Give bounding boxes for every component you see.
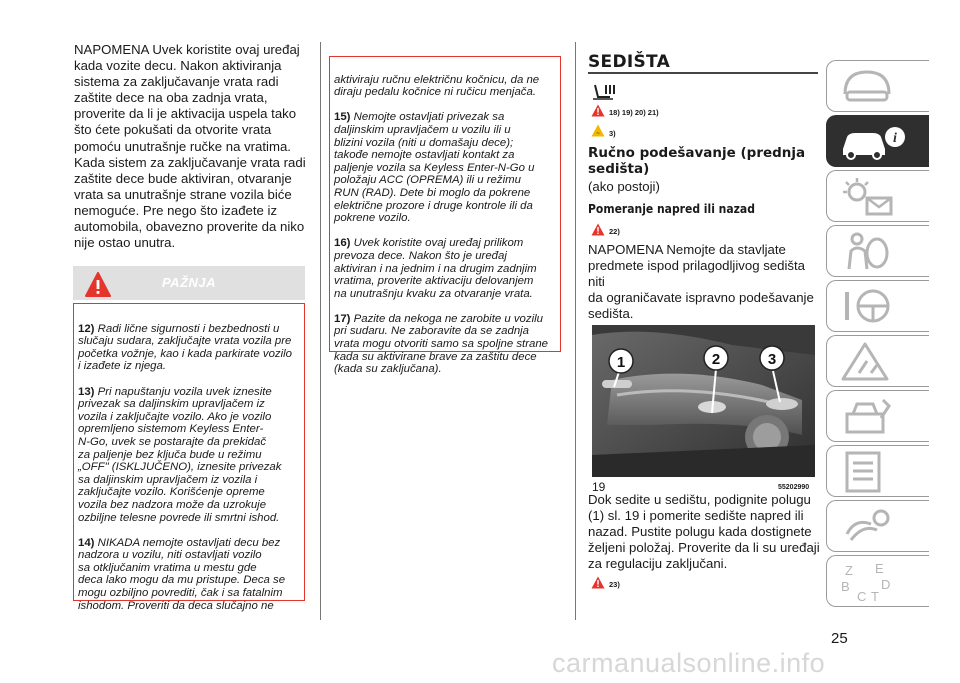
svg-text:2: 2 [711,351,721,368]
caution-icon [591,124,605,137]
lights-icon [837,174,897,218]
note-16: 16) Uvek koristite ovaj uređaj prilikom prevoza dece. Nakon što je uređaj aktiviran i na jednim i na drugim zadnjim vratima, proverite aktivaciju delovanjem na unutrašnju kvaku za otvaranje vrata. [334,237,537,300]
tab-dashboard[interactable] [826,60,929,112]
subsection-subtitle: (ako postoji) [588,179,660,194]
tab-service[interactable] [826,390,929,442]
svg-text:T: T [871,589,879,603]
specs-icon [837,449,897,493]
steering-icon [837,284,897,328]
note-14: 14) NIKADA nemojte ostavljati decu bez nadzora u vozilu, niti ostavljati vozilo sa otključanim vratima u mestu gde deca lako mogu da mu pristupe. Deca se mogu ozbiljno povrediti, čak i sa fatalnim ishodom. Proveriti da deca slučajno ne [78,536,286,612]
section-title: SEDIŠTA [588,52,671,72]
service-icon [837,394,897,438]
index-icon [837,559,897,603]
note-17: 17) Pazite da nekoga ne zarobite u vozilu pri sudaru. Ne zaboravite da se zadnja vrata mogu otvoriti samo sa spoljne strane kada su aktivirane brave za zaštitu dece (kada su zaključana). [334,312,548,376]
warning-box-continued [329,56,561,376]
note-15: 15) Nemojte ostavljati privezak sa daljinskim upravljačem u vozilu ili u blizini vozila (niti u domašaju dece); takođe nemojte ostavljati kontakt za paljenje vozila sa Keyless Enter-N-Go u položaju ACC (OPREMA) ili u režimu RUN (RAD). Dete bi moglo da pokrene električne prozore i druge kontrole ili da pokrene vozilo. [334,111,535,225]
tab-car-info[interactable] [826,115,929,167]
warning-title: PAŽNJA [161,275,217,290]
multimedia-icon [837,504,897,548]
figure-number: 19 [592,480,606,494]
svg-text:1: 1 [616,354,626,371]
warning-header [73,266,305,300]
svg-text:D: D [881,577,891,592]
note-paragraph: NAPOMENA Nemojte da stavljate predmete ispod prilagodljivog sedišta niti da ograničavate ispravno podešavanje sedišta. [588,242,814,322]
car-info-icon [837,119,907,163]
svg-text:3: 3 [767,351,777,368]
svg-text:i: i [893,131,897,146]
svg-text:Z: Z [845,563,853,578]
section-rule [588,72,818,74]
callout-1 [609,349,633,373]
tab-safety[interactable] [826,225,929,277]
tab-lights[interactable] [826,170,929,222]
subsection-title: Ručno podešavanje (prednja sedišta) [588,145,806,177]
tab-specs[interactable] [826,445,929,497]
seat-icon [591,82,617,102]
tab-multimedia[interactable] [826,500,929,552]
callout-3 [760,346,784,370]
svg-text:C: C [857,589,867,603]
svg-text:B: B [841,579,850,594]
warning-triangle-icon [591,223,605,236]
note-continued: aktiviraju ručnu električnu kočnicu, da ne diraju pedalu kočnice ni ručicu menjača. [334,73,540,99]
column-divider [575,42,576,620]
tab-steering[interactable] [826,280,929,332]
warning-road-icon [837,339,897,383]
svg-text:~: ~ [596,131,600,137]
safety-icon [837,229,897,273]
note-12: 12) Radi lične sigurnosti i bezbednosti u slučaju sudara, zaključajte vrata vozila pre početka vožnje, kao i kada parkirate vozilo i izađete iz njega. [78,322,293,373]
caution-refs: 3) [609,129,616,138]
figure-code: 55202990 [778,484,810,491]
intro-paragraph: NAPOMENA Uvek koristite ovaj uređaj kada vozite decu. Nakon aktiviranja sistema za zaključavanje vrata radi zaštite dece na oba zadnja vrata, proverite da li je aktivacija uspela tako što ćete pokušati da otvorite vrata pomoću unutrašnje ručke na vratima. Kada sistem za zaključavanje vrata radi zaštite dece bude aktiviran, otvaranje vrata sa unutrašnje strane vozila biće nemoguće. Pre nego što izađete iz automobila, obavezno proverite da niko nije ostao unutra. [74,42,306,251]
page-number: 25 [831,630,848,647]
warning-refs: 18) 19) 20) 21) [609,108,659,117]
svg-text:E: E [875,561,884,576]
procedure-heading: Pomeranje napred ili nazad [588,202,755,216]
warning-box [73,303,305,612]
warning-triangle-icon [591,104,605,117]
dashboard-icon [837,64,897,108]
callout-2 [704,346,728,370]
seat-photo-illustration [592,325,815,477]
tab-emergency[interactable] [826,335,929,387]
seat-adjustment-figure [592,325,815,477]
watermark: carmanualsonline.info [552,648,826,678]
warning-refs: 23) [609,580,620,589]
tab-index[interactable] [826,555,929,607]
note-13: 13) Pri napuštanju vozila uvek iznesite privezak sa daljinskim upravljačem iz vozila i zaključajte vozilo. Ako je vozilo opremljeno sistemom Keyless Enter- N-Go, uvek se postarajte da prekidač za paljenje bez ključa bude u režimu „OFF" (ISKLJUČENO), iznesite privezak sa daljinskim upravljačem iz vozila i zaključajte vozilo. Korišćenje opreme vozila bez nadzora može da uzrokuje ozbiljne telesne povrede ili smrtni ishod. [78,385,282,524]
warning-refs: 22) [609,227,620,236]
warning-triangle-icon [591,576,605,589]
body-paragraph: Dok sedite u sedištu, podignite polugu (1) sl. 19 i pomerite sedište napred ili nazad. Pustite polugu kada dostignete željeni položaj. Proverite da li su uređaji za regulaciju zaključani. [588,492,820,572]
column-divider [320,42,321,620]
